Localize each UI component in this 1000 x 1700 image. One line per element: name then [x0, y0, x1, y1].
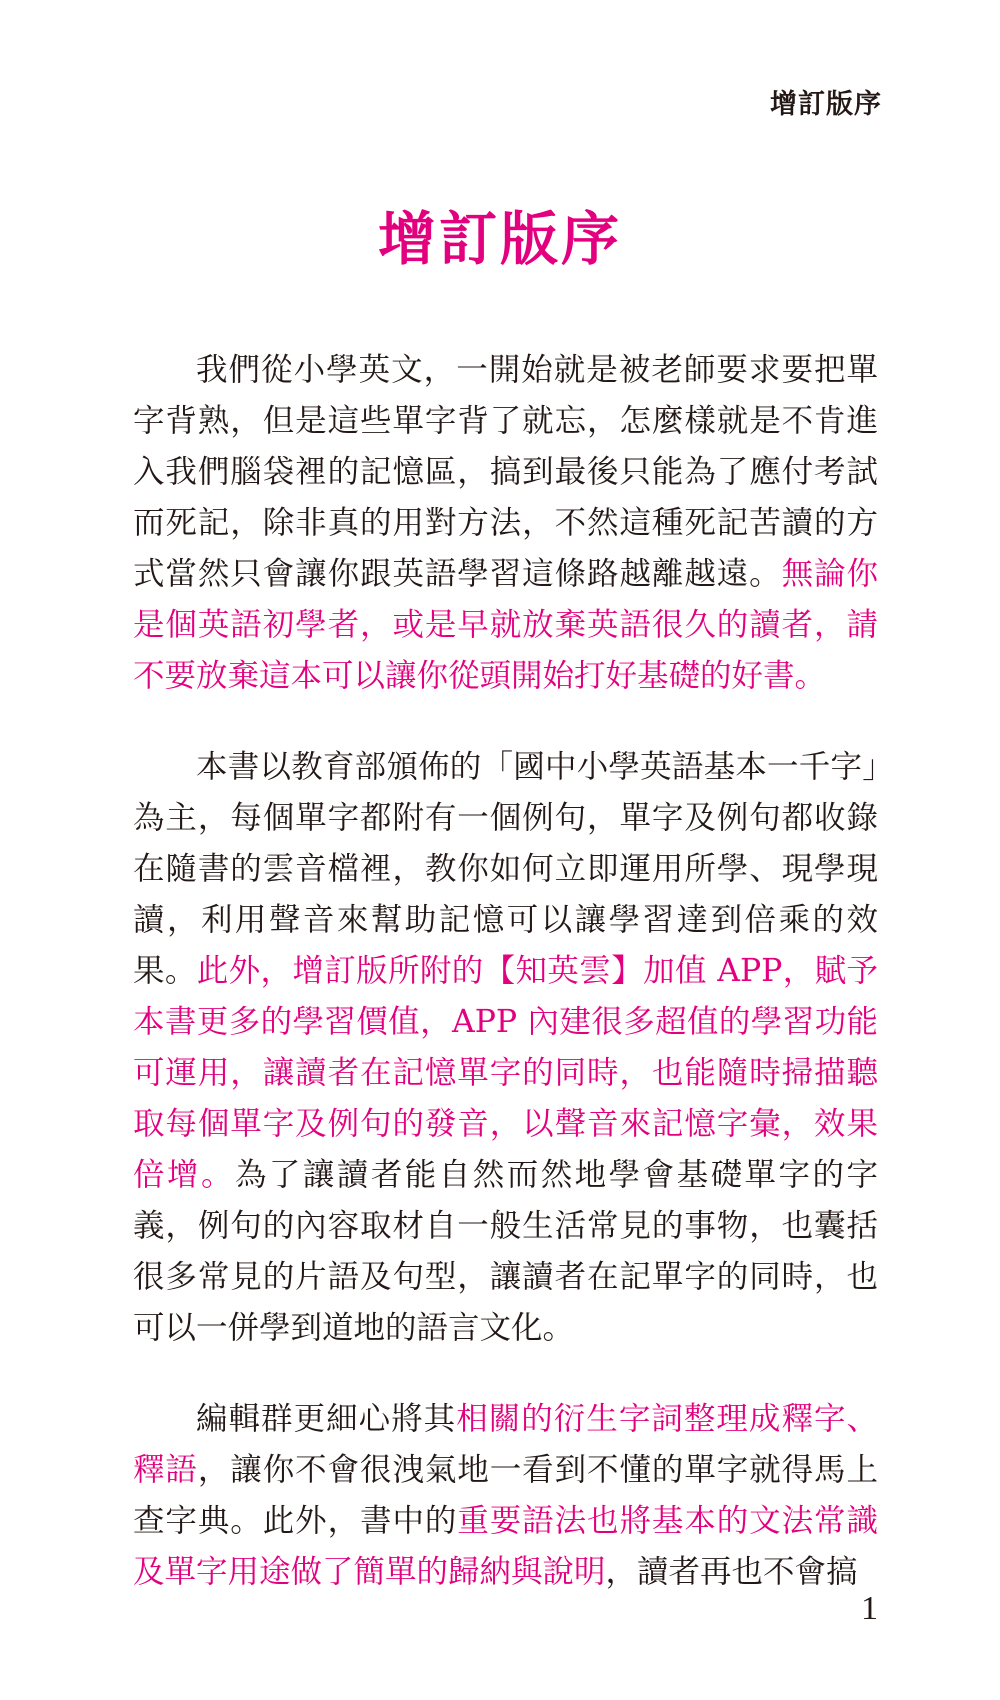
highlighted-text: 無論你是個英語初學者，或是早就放棄英語很久的讀者，請不要放棄這本可以讓你從頭開始打好基礎的好書。 — [133, 556, 878, 694]
text-run: 我們從小學英文，一開始就是被老師要求要把單字背熟，但是這些單字背了就忘，怎麼樣就是不肯進入我們腦袋裡的記憶區，搞到最後只能為了應付考試而死記，除非真的用對方法，不然這種死記苦讀的方式當然只會讓你跟英語學習這條路越離越遠。 — [133, 352, 878, 592]
page-title: 增訂版序 — [377, 205, 622, 273]
highlighted-text: 相關的衍生字詞整理成釋字、釋語 — [133, 1401, 878, 1488]
running-header: 增訂版序 — [770, 89, 882, 120]
paragraph-2 — [133, 742, 878, 1354]
text-run: 為了讓讀者能自然而然地學會基礎單字的字義，例句的內容取材自一般生活常見的事物，也囊括很多常見的片語及句型，讓讀者在記單字的同時，也可以一併學到道地的語言文化。 — [133, 1157, 878, 1346]
preface-body — [133, 345, 878, 1638]
page-number: 1 — [861, 1590, 878, 1627]
text-run: 本書以教育部頒佈的「國中小學英語基本一千字」為主，每個單字都附有一個例句，單字及例句都收錄在隨書的雲音檔裡，教你如何立即運用所學、現學現讀，利用聲音來幫助記憶可以讓學習達到倍乘的效果。 — [133, 749, 878, 989]
paragraph-3 — [133, 1394, 878, 1598]
highlighted-text: 重要語法也將基本的文法常識及單字用途做了簡單的歸納與說明 — [133, 1503, 878, 1590]
text-run: ，讓你不會很洩氣地一看到不懂的單字就得馬上查字典。此外，書中的 — [133, 1452, 878, 1539]
paragraph-1 — [133, 345, 878, 702]
highlighted-text: 此外，增訂版所附的【知英雲】加值 APP，賦予本書更多的學習價值，APP 內建很多超值的學習功能可運用，讓讀者在記憶單字的同時，也能隨時掃描聽取每個單字及例句的發音，以聲音來記憶字彙，效果倍增。 — [133, 953, 878, 1193]
text-run: ，讀者再也不會搞 — [605, 1554, 858, 1590]
text-run: 編輯群更細心將其 — [196, 1401, 457, 1437]
